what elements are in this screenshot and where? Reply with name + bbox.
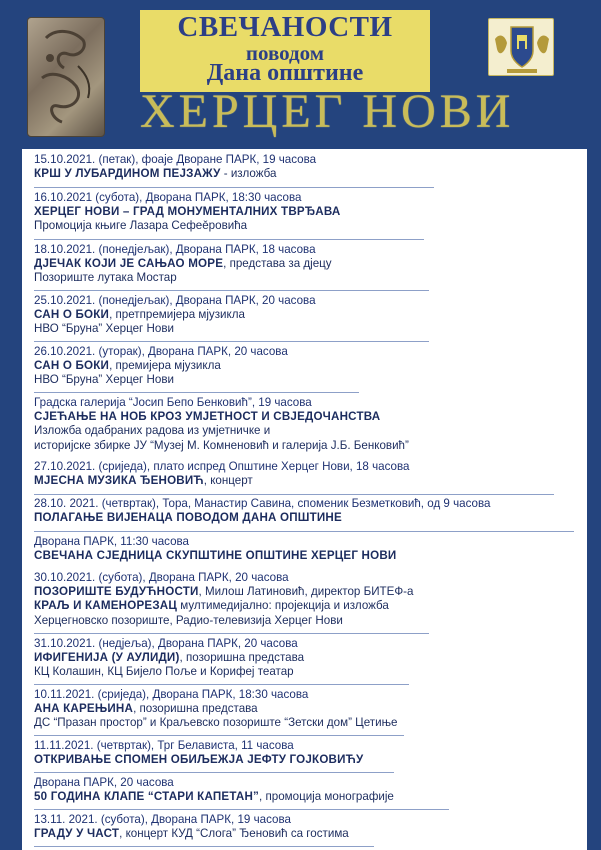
event-title: ДЈЕЧАК КОЈИ ЈЕ САЊАО МОРЕ — [34, 257, 224, 271]
event-title-line — [34, 308, 584, 322]
event-separator — [34, 633, 429, 634]
event-detail: НВО “Бруна” Херцег Нови — [34, 373, 174, 387]
event-description: , промоција монографије — [259, 790, 394, 804]
event-detail: ДС “Празан простор” и Краљевско позориште “Зетски дом” Цетиње — [34, 716, 398, 730]
title-line-1: СВЕЧАНОСТИ — [177, 11, 393, 43]
event-description: , Милош Латиновић, директор БИТЕФ-а — [198, 585, 414, 599]
event-description: , позоришна представа — [133, 702, 258, 716]
header — [0, 0, 601, 142]
event-separator — [34, 531, 574, 532]
event-description: , концерт КУД “Слога” Ђеновић са гостима — [119, 827, 349, 841]
event-title: ОТКРИВАЊЕ СПОМЕН ОБИЉЕЖЈА ЈЕФТУ ГОЈКОВИЋУ — [34, 753, 364, 767]
event-item — [34, 243, 584, 286]
event-description: - изложба — [220, 167, 277, 181]
event-separator — [34, 735, 404, 736]
event-item — [34, 776, 584, 804]
event-date-venue: 11.11.2021. (четвртак), Трг Белависта, 11 часова — [34, 739, 294, 752]
event-title-line — [34, 167, 584, 181]
event-title: САН О БОКИ — [34, 308, 110, 322]
event-separator — [34, 846, 374, 847]
event-detail: Позориште лутака Мостар — [34, 271, 177, 285]
title-line-2: поводом — [245, 41, 325, 65]
event-date-venue: 31.10.2021. (недјеља), Дворана ПАРК, 20 часова — [34, 637, 298, 650]
event-item — [34, 153, 584, 181]
event-date-venue: 10.11.2021. (сриједа), Дворана ПАРК, 18:30 часова — [34, 688, 309, 701]
event-date-venue: Градска галерија “Јосип Бепо Бенковић”, 19 часова — [34, 396, 312, 409]
event-date-venue: 28.10. 2021. (четвртак), Тора, Манастир Савина, споменик Безметковић, од 9 часова — [34, 497, 491, 510]
event-item — [34, 191, 584, 234]
event-subtitle-line — [34, 599, 584, 613]
event-title: ПОЗОРИШТЕ БУДУЋНОСТИ — [34, 585, 199, 599]
event-date-venue: 27.10.2021. (сриједа), плато испред Општине Херцег Нови, 18 часова — [34, 460, 410, 473]
event-separator — [34, 290, 429, 291]
event-item — [34, 497, 584, 525]
event-title: 50 ГОДИНА КЛАПЕ “СТАРИ КАПЕТАН” — [34, 790, 260, 804]
event-date-venue: 30.10.2021. (субота), Дворана ПАРК, 20 часова — [34, 571, 289, 584]
event-separator — [34, 772, 394, 773]
event-date-venue: 18.10.2021. (понедјељак), Дворана ПАРК, 18 часова — [34, 243, 316, 256]
event-description: мултимедијално: пројекција и изложба — [177, 599, 389, 613]
event-title: ПОЛАГАЊЕ ВИЈЕНАЦА ПОВОДОМ ДАНА ОПШТИНЕ — [34, 511, 342, 525]
event-separator — [34, 494, 554, 495]
event-item — [34, 345, 584, 388]
event-description: , претпремијера мјузикла — [109, 308, 245, 322]
event-separator — [34, 809, 449, 810]
event-item — [34, 813, 584, 841]
event-item — [34, 637, 584, 680]
event-separator — [34, 239, 424, 240]
event-subtitle: КРАЉ И КАМЕНОРЕЗАЦ — [34, 599, 178, 613]
event-item — [34, 294, 584, 337]
event-description: , концерт — [203, 474, 253, 488]
event-description: , премијера мјузикла — [109, 359, 221, 373]
title-line-3: Дана општине — [206, 60, 364, 86]
event-title-line — [34, 827, 584, 841]
event-title: СВЕЧАНА СЈЕДНИЦА СКУПШТИНЕ ОПШТИНЕ ХЕРЦЕГ НОВИ — [34, 549, 397, 563]
event-detail: КЦ Колашин, КЦ Бијело Поље и Корифеј театар — [34, 665, 294, 679]
event-item — [34, 739, 584, 767]
event-date-venue: 15.10.2021. (петак), фоаје Дворане ПАРК, 19 часова — [34, 153, 317, 166]
event-date-venue: Дворана ПАРК, 11:30 часова — [34, 535, 190, 548]
event-separator — [34, 392, 359, 393]
event-item — [34, 535, 584, 563]
event-title-line — [34, 257, 584, 271]
stone-relief-image — [27, 17, 105, 137]
event-detail: Промоција књиге Лазара Сефеěровића — [34, 219, 248, 233]
event-detail: НВО “Бруна” Херцег Нови — [34, 322, 174, 336]
event-item — [34, 396, 584, 453]
event-title-line — [34, 359, 584, 373]
event-title-line — [34, 511, 584, 525]
event-title-line — [34, 585, 584, 599]
event-item — [34, 571, 584, 628]
event-date-venue: 16.10.2021 (субота), Дворана ПАРК, 18:30 часова — [34, 191, 302, 204]
event-date-venue: 13.11. 2021. (субота), Дворана ПАРК, 19 часова — [34, 813, 291, 826]
event-detail: Херцегновско позориште, Радио-телевизија Херцег Нови — [34, 613, 343, 627]
event-title-line — [34, 651, 584, 665]
event-title: СЈЕЋАЊЕ НА НОБ КРОЗ УМЈЕТНОСТ И СВЈЕДОЧАНСТВА — [34, 410, 381, 424]
event-separator — [34, 341, 429, 342]
event-title-line — [34, 205, 584, 219]
event-title: САН О БОКИ — [34, 359, 110, 373]
event-title: ХЕРЦЕГ НОВИ – ГРАД МОНУМЕНТАЛНИХ ТВРЂАВА — [34, 205, 341, 219]
event-detail: историјске збирке ЈУ “Музеј М. Комненовић и галерија Ј.Б. Бенковић” — [34, 438, 409, 452]
event-title-line — [34, 702, 584, 716]
event-item — [34, 460, 584, 488]
event-title: ИФИГЕНИЈА (У АУЛИДИ) — [34, 651, 180, 665]
event-description: , позоришна представа — [179, 651, 305, 665]
event-date-venue: 26.10.2021. (уторак), Дворана ПАРК, 20 часова — [34, 345, 288, 358]
event-title-line — [34, 410, 584, 424]
event-title-line — [34, 474, 584, 488]
event-title: ГРАДУ У ЧАСТ — [34, 827, 120, 841]
event-detail: Изложба одабраних радова из умјетничке и — [34, 424, 271, 438]
town-name: ХЕРЦЕГ НОВИ — [140, 85, 515, 138]
event-date-venue: Дворана ПАРК, 20 часова — [34, 776, 174, 789]
event-separator — [34, 187, 434, 188]
municipality-crest-icon — [488, 18, 554, 76]
event-title: КРШ У ЛУБАРДИНОМ ПЕЈЗАЖУ — [34, 167, 221, 181]
event-date-venue: 25.10.2021. (понедјељак), Дворана ПАРК, 20 часова — [34, 294, 316, 307]
event-title-line — [34, 790, 584, 804]
event-title: АНА КАРЕЊИНА — [34, 702, 134, 716]
event-title-line — [34, 549, 584, 563]
event-title-line — [34, 753, 584, 767]
event-title: МЈЕСНА МУЗИКА ЂЕНОВИЋ — [34, 474, 204, 488]
event-description: , представа за дјецу — [223, 257, 332, 271]
event-item — [34, 688, 584, 731]
event-separator — [34, 684, 409, 685]
